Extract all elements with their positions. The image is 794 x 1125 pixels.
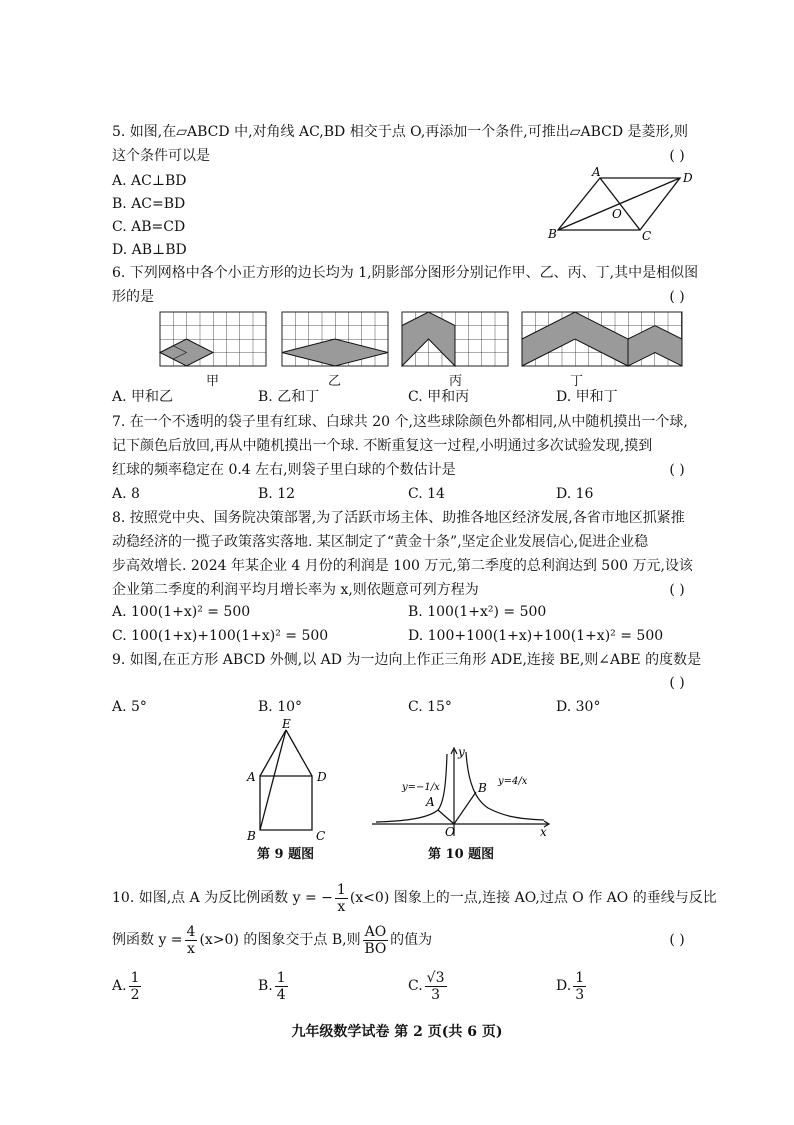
q10-option-d-frac bbox=[573, 970, 586, 1003]
q9-label-e: E bbox=[282, 717, 291, 731]
q6-option-c: C. 甲和丙 bbox=[408, 389, 470, 405]
q9-label-b: B bbox=[247, 829, 256, 843]
q5-label-o: O bbox=[612, 207, 622, 221]
q10-hyperbola-figure bbox=[368, 744, 558, 838]
q9-square-triangle-figure bbox=[242, 718, 342, 843]
q7-option-d: D. 16 bbox=[556, 486, 594, 502]
page-footer: 九年级数学试卷 第 2 页(共 6 页) bbox=[291, 1024, 503, 1040]
q5-label-d: D bbox=[683, 171, 693, 185]
q10-option-d-den: 3 bbox=[575, 986, 585, 1003]
q10-option-b-frac bbox=[275, 970, 288, 1003]
q8-stem-line3: 步高效增长. 2024 年某企业 4 月份的利润是 100 万元,第二季度的总利润达到 500 万元,设该 bbox=[112, 558, 693, 574]
q6-stem-line1: 6. 下列网格中各个小正方形的边长均为 1,阴影部分图形分别记作甲、乙、丙、丁,其中是相似图 bbox=[112, 265, 699, 281]
q10-line2-c: 的值为 bbox=[390, 932, 433, 948]
q10-option-b-num: 1 bbox=[276, 969, 286, 986]
q10-curve-right-label: y=4/x bbox=[498, 776, 528, 787]
q10-option-c bbox=[408, 968, 449, 1004]
q5-stem-line2: 这个条件可以是 bbox=[112, 148, 210, 164]
q5-label-b: B bbox=[548, 227, 557, 241]
q6-grid-label-bing: 丙 bbox=[449, 374, 463, 389]
q5-option-b: B. AC=BD bbox=[112, 196, 186, 212]
q7-stem-line2: 记下颜色后放回,再从中随机摸出一个球. 不断重复这一过程,小明通过多次试验发现,摸到 bbox=[112, 438, 653, 454]
q9-option-b: B. 10° bbox=[258, 699, 303, 715]
q8-answer-paren: ( ) bbox=[669, 582, 685, 598]
q10-line1-a: 10. 如图,点 A 为反比例函数 y = − bbox=[112, 890, 333, 906]
q5-option-d: D. AB⊥BD bbox=[112, 242, 187, 258]
q10-frac2-num: 4 bbox=[186, 923, 196, 940]
q10-option-c-frac bbox=[425, 970, 447, 1003]
q7-option-a: A. 8 bbox=[112, 486, 140, 502]
q6-grid-jia bbox=[160, 312, 266, 366]
q10-option-a-frac bbox=[129, 970, 142, 1003]
q6-grid-bing bbox=[402, 312, 508, 366]
q5-option-a: A. AC⊥BD bbox=[112, 173, 187, 189]
q8-stem-line1: 8. 按照党中央、国务院决策部署,为了活跃市场主体、助推各地区经济发展,各省市地区抓紧推 bbox=[112, 510, 685, 526]
q10-stem-line1 bbox=[112, 880, 717, 916]
q6-grid-label-ding: 丁 bbox=[570, 374, 584, 389]
q10-figure-caption: 第 10 题图 bbox=[428, 847, 495, 862]
q10-answer-paren: ( ) bbox=[669, 932, 685, 948]
q6-grid-ding bbox=[522, 312, 682, 366]
q6-option-a: A. 甲和乙 bbox=[112, 389, 174, 405]
q10-option-a-den: 2 bbox=[130, 986, 140, 1003]
q6-grid-label-jia: 甲 bbox=[206, 374, 220, 389]
q10-line2-a: 例函数 y = bbox=[112, 932, 183, 948]
q5-label-c: C bbox=[642, 229, 652, 243]
q10-frac-4-over-x bbox=[185, 924, 198, 957]
q7-answer-paren: ( ) bbox=[669, 462, 685, 478]
q5-option-c: C. AB=CD bbox=[112, 219, 186, 235]
q8-option-a: A. 100(1+x)² = 500 bbox=[112, 604, 251, 620]
q10-option-c-num: √3 bbox=[426, 969, 445, 986]
q6-grid-label-yi: 乙 bbox=[328, 374, 342, 389]
q9-figure-caption: 第 9 题图 bbox=[257, 847, 315, 862]
q10-frac1-den: x bbox=[337, 898, 346, 915]
q6-option-d: D. 甲和丁 bbox=[556, 389, 618, 405]
q9-option-c: C. 15° bbox=[408, 699, 452, 715]
q10-option-b bbox=[258, 968, 290, 1004]
q5-parallelogram-figure bbox=[540, 165, 700, 243]
q9-option-d: D. 30° bbox=[556, 699, 601, 715]
q10-frac-ao-over-bo bbox=[363, 924, 389, 957]
q5-answer-paren: ( ) bbox=[669, 148, 685, 164]
q10-option-d-num: 1 bbox=[575, 969, 585, 986]
q10-option-c-den: 3 bbox=[431, 986, 441, 1003]
q10-x-axis-label: x bbox=[540, 825, 547, 839]
q10-option-b-label: B. bbox=[258, 978, 273, 994]
q10-option-b-den: 4 bbox=[276, 986, 286, 1003]
q6-grid-yi bbox=[282, 312, 388, 366]
q8-stem-line2: 动稳经济的一揽子政策落实落地. 某区制定了“黄金十条”,坚定企业发展信心,促进企业稳 bbox=[112, 534, 649, 550]
q10-option-d-label: D. bbox=[556, 978, 572, 994]
q10-option-a-label: A. bbox=[112, 978, 127, 994]
q7-stem-line3: 红球的频率稳定在 0.4 左右,则袋子里白球的个数估计是 bbox=[112, 462, 456, 478]
q8-stem-line4: 企业第二季度的利润平均月增长率为 x,则依题意可列方程为 bbox=[112, 582, 479, 598]
q8-option-d: D. 100+100(1+x)+100(1+x)² = 500 bbox=[408, 628, 664, 644]
q7-stem-line1: 7. 在一个不透明的袋子里有红球、白球共 20 个,这些球除颜色外都相同,从中随机摸出一个球, bbox=[112, 414, 688, 430]
q10-option-c-label: C. bbox=[408, 978, 423, 994]
q9-label-d: D bbox=[317, 770, 327, 784]
q6-option-b: B. 乙和丁 bbox=[258, 389, 320, 405]
q10-curve-left-label: y=−1/x bbox=[402, 782, 440, 793]
q8-option-c: C. 100(1+x)+100(1+x)² = 500 bbox=[112, 628, 329, 644]
q10-y-axis-label: y bbox=[458, 745, 465, 759]
q5-label-a: A bbox=[592, 165, 601, 179]
q6-stem-line2: 形的是 bbox=[112, 289, 154, 305]
q7-option-b: B. 12 bbox=[258, 486, 296, 502]
q8-option-b: B. 100(1+x²) = 500 bbox=[408, 604, 547, 620]
q10-label-o: O bbox=[445, 825, 455, 839]
q10-option-a-num: 1 bbox=[130, 969, 140, 986]
q10-option-d bbox=[556, 968, 588, 1004]
q10-line1-b: (x<0) 图象上的一点,连接 AO,过点 O 作 AO 的垂线与反比 bbox=[349, 890, 717, 906]
q9-label-c: C bbox=[316, 829, 326, 843]
q5-stem-line1: 5. 如图,在▱ABCD 中,对角线 AC,BD 相交于点 O,再添加一个条件,可推出▱ABCD 是菱形,则 bbox=[112, 124, 688, 140]
q10-stem-line2 bbox=[112, 922, 432, 958]
q7-option-c: C. 14 bbox=[408, 486, 445, 502]
q9-answer-paren: ( ) bbox=[669, 675, 685, 691]
q9-stem-line1: 9. 如图,在正方形 ABCD 外侧,以 AD 为一边向上作正三角形 ADE,连接 BE,则∠ABE 的度数是 bbox=[112, 652, 702, 668]
q9-label-a: A bbox=[247, 770, 256, 784]
q10-frac3-num: AO bbox=[364, 923, 387, 940]
q10-frac-neg1-over-x bbox=[335, 882, 348, 915]
q10-frac3-den: BO bbox=[364, 940, 387, 957]
q6-answer-paren: ( ) bbox=[669, 289, 685, 305]
q10-option-a bbox=[112, 968, 143, 1004]
q10-frac2-den: x bbox=[187, 940, 195, 957]
q10-frac1-num: 1 bbox=[336, 881, 346, 898]
q9-option-a: A. 5° bbox=[112, 699, 147, 715]
q10-label-a: A bbox=[426, 795, 435, 809]
q10-line2-b: (x>0) 的图象交于点 B,则 bbox=[199, 932, 361, 948]
q10-label-b: B bbox=[478, 781, 487, 795]
